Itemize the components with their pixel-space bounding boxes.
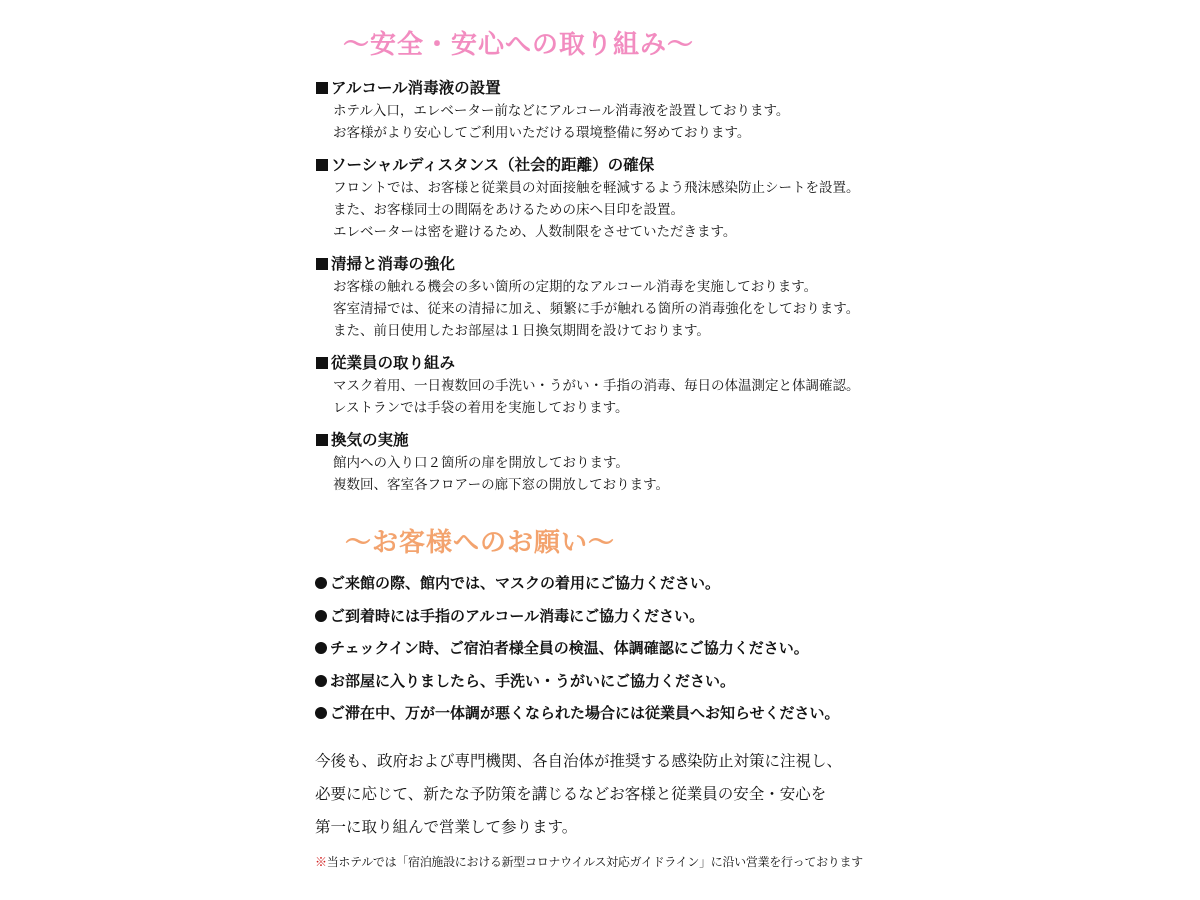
closing-line: 今後も、政府および専門機関、各自治体が推奨する感染防止対策に注視し、 bbox=[315, 752, 843, 770]
section-heading: 換気の実施 bbox=[331, 431, 409, 449]
section-social-distance bbox=[316, 153, 916, 243]
square-bullet-icon bbox=[316, 82, 328, 94]
request-text: ご到着時には手指のアルコール消毒にご協力ください。 bbox=[330, 606, 705, 625]
section-heading: 清掃と消毒の強化 bbox=[331, 255, 456, 273]
bullet-dot-icon bbox=[315, 707, 327, 719]
request-text: チェックイン時、ご宿泊者様全員の検温、体調確認にご協力ください。 bbox=[330, 639, 809, 657]
section-line: 複数回、客室各フロアーの廊下窓の開放しております。 bbox=[333, 477, 670, 493]
section-line: また、前日使用したお部屋は１日換気期間を設けております。 bbox=[333, 323, 710, 339]
section-line: 客室清掃では、従来の清掃に加え、頻繁に手が触れる箇所の消毒強化をしております。 bbox=[333, 301, 860, 317]
square-bullet-icon bbox=[316, 258, 328, 270]
bullet-dot-icon bbox=[315, 675, 327, 687]
square-bullet-icon bbox=[316, 357, 328, 369]
section-staff bbox=[316, 351, 916, 419]
guideline-note bbox=[315, 853, 863, 871]
requests-title: ～お客様へのお願い～ bbox=[345, 528, 616, 558]
list-item bbox=[315, 567, 955, 600]
requests-list bbox=[315, 567, 955, 730]
section-line: フロントでは、お客様と従業員の対面接触を軽減するよう飛沫感染防止シートを設置。 bbox=[333, 180, 860, 196]
request-text: お部屋に入りましたら、手洗い・うがいにご協力ください。 bbox=[330, 671, 736, 690]
safety-title: ～安全・安心への取り組み～ bbox=[343, 30, 695, 60]
section-cleaning bbox=[316, 252, 916, 342]
request-text: ご来館の際、館内では、マスクの着用にご協力ください。 bbox=[330, 574, 721, 592]
closing-line: 第一に取り組んで営業して参ります。 bbox=[315, 818, 578, 836]
square-bullet-icon bbox=[316, 159, 328, 171]
section-heading: アルコール消毒液の設置 bbox=[331, 79, 501, 97]
square-bullet-icon bbox=[316, 434, 328, 446]
list-item bbox=[315, 632, 955, 665]
bullet-dot-icon bbox=[315, 577, 327, 589]
request-text: ご滞在中、万が一体調が悪くなられた場合には従業員へお知らせください。 bbox=[330, 704, 840, 722]
section-line: 館内への入り口２箇所の扉を開放しております。 bbox=[333, 455, 629, 471]
section-heading: 従業員の取り組み bbox=[331, 354, 456, 372]
note-text: 当ホテルでは「宿泊施設における新型コロナウイルス対応ガイドライン」に沿い営業を行っております bbox=[326, 855, 863, 869]
section-line: お客様がより安心してご利用いただける環境整備に努めております。 bbox=[333, 125, 751, 141]
section-line: ホテル入口，エレベーター前などにアルコール消毒液を設置しております。 bbox=[333, 103, 790, 119]
safety-sections bbox=[316, 76, 916, 505]
section-line: エレベーターは密を避けるため、人数制限をさせていただきます。 bbox=[333, 224, 737, 240]
list-item bbox=[315, 600, 955, 633]
section-ventilation bbox=[316, 428, 916, 496]
section-heading: ソーシャルディスタンス（社会的距離）の確保 bbox=[331, 156, 655, 174]
section-line: また、お客様同士の間隔をあけるための床へ目印を設置。 bbox=[333, 202, 684, 218]
section-line: マスク着用、一日複数回の手洗い・うがい・手指の消毒、毎日の体温測定と体調確認。 bbox=[333, 378, 860, 394]
section-line: レストランでは手袋の着用を実施しております。 bbox=[333, 400, 629, 416]
closing-line: 必要に応じて、新たな予防策を講じるなどお客様と従業員の安全・安心を bbox=[315, 785, 827, 803]
list-item bbox=[315, 665, 955, 698]
list-item bbox=[315, 697, 955, 730]
section-alcohol bbox=[316, 76, 916, 144]
section-line: お客様の触れる機会の多い箇所の定期的なアルコール消毒を実施しております。 bbox=[333, 279, 818, 295]
note-mark: ※ bbox=[315, 855, 327, 869]
closing-statement bbox=[315, 745, 955, 844]
bullet-dot-icon bbox=[315, 610, 327, 622]
bullet-dot-icon bbox=[315, 642, 327, 654]
